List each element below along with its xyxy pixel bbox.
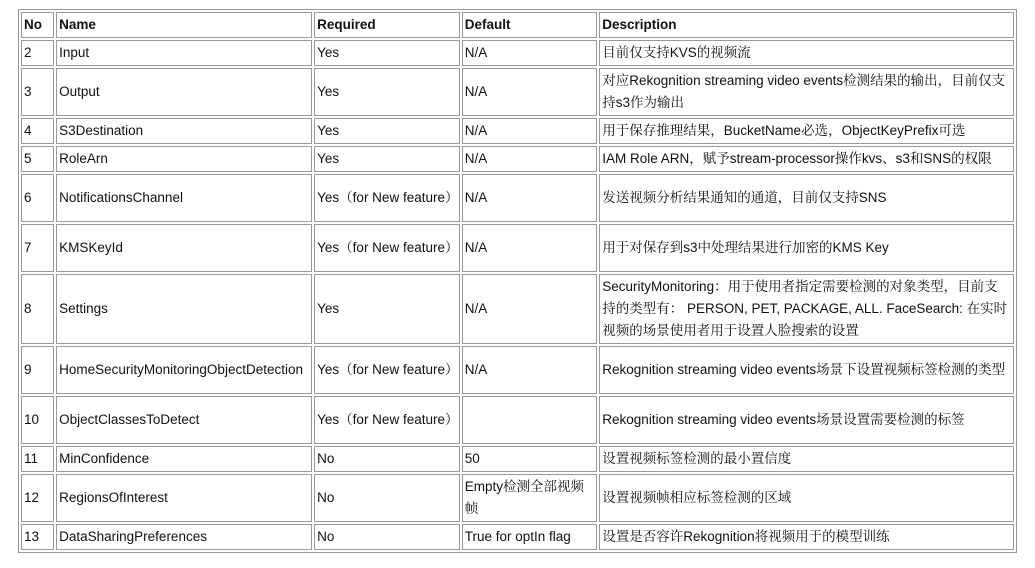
cell-name: HomeSecurityMonitoringObjectDetection [56, 346, 312, 394]
cell-name: MinConfidence [56, 446, 312, 472]
cell-name: RegionsOfInterest [56, 474, 312, 522]
cell-no: 12 [21, 474, 54, 522]
cell-required: Yes [314, 146, 460, 172]
cell-description: 设置视频标签检测的最小置信度 [599, 446, 1014, 472]
cell-required: Yes（for New feature） [314, 224, 460, 272]
cell-name: Settings [56, 274, 312, 344]
cell-no: 11 [21, 446, 54, 472]
cell-default: N/A [462, 146, 598, 172]
cell-default: N/A [462, 40, 598, 66]
cell-description: IAM Role ARN，赋予stream-processor操作kvs、s3和SNS的权限 [599, 146, 1014, 172]
table-row [21, 346, 1014, 394]
cell-required: Yes（for New feature） [314, 346, 460, 394]
cell-name: NotificationsChannel [56, 174, 312, 222]
cell-default [462, 396, 598, 444]
cell-default: N/A [462, 224, 598, 272]
cell-description: 设置视频帧相应标签检测的区域 [599, 474, 1014, 522]
cell-required: Yes [314, 40, 460, 66]
cell-required: Yes（for New feature） [314, 396, 460, 444]
cell-default: N/A [462, 118, 598, 144]
table-row [21, 174, 1014, 222]
cell-description: 用于保存推理结果，BucketName必选，ObjectKeyPrefix可选 [599, 118, 1014, 144]
cell-no: 2 [21, 40, 54, 66]
cell-no: 5 [21, 146, 54, 172]
table-row [21, 224, 1014, 272]
cell-name: ObjectClassesToDetect [56, 396, 312, 444]
cell-description: 目前仅支持KVS的视频流 [599, 40, 1014, 66]
header-no: No [21, 12, 54, 38]
cell-name: KMSKeyId [56, 224, 312, 272]
cell-name: Output [56, 68, 312, 116]
cell-description: SecurityMonitoring：用于使用者指定需要检测的对象类型，目前支持的类型有： PERSON, PET, PACKAGE, ALL. FaceSearch: 在实时视频的场景使用者用于设置人脸搜索的设置 [599, 274, 1014, 344]
cell-no: 3 [21, 68, 54, 116]
cell-required: No [314, 446, 460, 472]
cell-description: 发送视频分析结果通知的通道，目前仅支持SNS [599, 174, 1014, 222]
cell-name: Input [56, 40, 312, 66]
cell-required: Yes（for New feature） [314, 174, 460, 222]
header-name: Name [56, 12, 312, 38]
cell-description: 对应Rekognition streaming video events检测结果的输出，目前仅支持s3作为输出 [599, 68, 1014, 116]
table-row [21, 396, 1014, 444]
table-row [21, 146, 1014, 172]
table-row [21, 118, 1014, 144]
cell-required: Yes [314, 118, 460, 144]
header-required: Required [314, 12, 460, 38]
cell-default: Empty检测全部视频帧 [462, 474, 598, 522]
cell-description: Rekognition streaming video events场景设置需要检测的标签 [599, 396, 1014, 444]
cell-no: 8 [21, 274, 54, 344]
parameters-table [18, 9, 1017, 553]
cell-required: No [314, 524, 460, 550]
cell-description: 设置是否容许Rekognition将视频用于的模型训练 [599, 524, 1014, 550]
table-row [21, 274, 1014, 344]
table-row [21, 524, 1014, 550]
cell-default: 50 [462, 446, 598, 472]
table-row [21, 474, 1014, 522]
cell-default: N/A [462, 346, 598, 394]
cell-required: No [314, 474, 460, 522]
cell-no: 4 [21, 118, 54, 144]
cell-no: 7 [21, 224, 54, 272]
cell-default: True for optIn flag [462, 524, 598, 550]
cell-default: N/A [462, 68, 598, 116]
cell-required: Yes [314, 274, 460, 344]
cell-description: 用于对保存到s3中处理结果进行加密的KMS Key [599, 224, 1014, 272]
cell-default: N/A [462, 274, 598, 344]
cell-name: RoleArn [56, 146, 312, 172]
header-default: Default [462, 12, 598, 38]
cell-default: N/A [462, 174, 598, 222]
cell-description: Rekognition streaming video events场景下设置视频标签检测的类型 [599, 346, 1014, 394]
cell-no: 6 [21, 174, 54, 222]
cell-no: 13 [21, 524, 54, 550]
cell-no: 9 [21, 346, 54, 394]
cell-required: Yes [314, 68, 460, 116]
header-description: Description [599, 12, 1014, 38]
cell-name: DataSharingPreferences [56, 524, 312, 550]
cell-no: 10 [21, 396, 54, 444]
cell-name: S3Destination [56, 118, 312, 144]
table-row [21, 68, 1014, 116]
header-row [21, 12, 1014, 38]
table-row [21, 40, 1014, 66]
table-row [21, 446, 1014, 472]
